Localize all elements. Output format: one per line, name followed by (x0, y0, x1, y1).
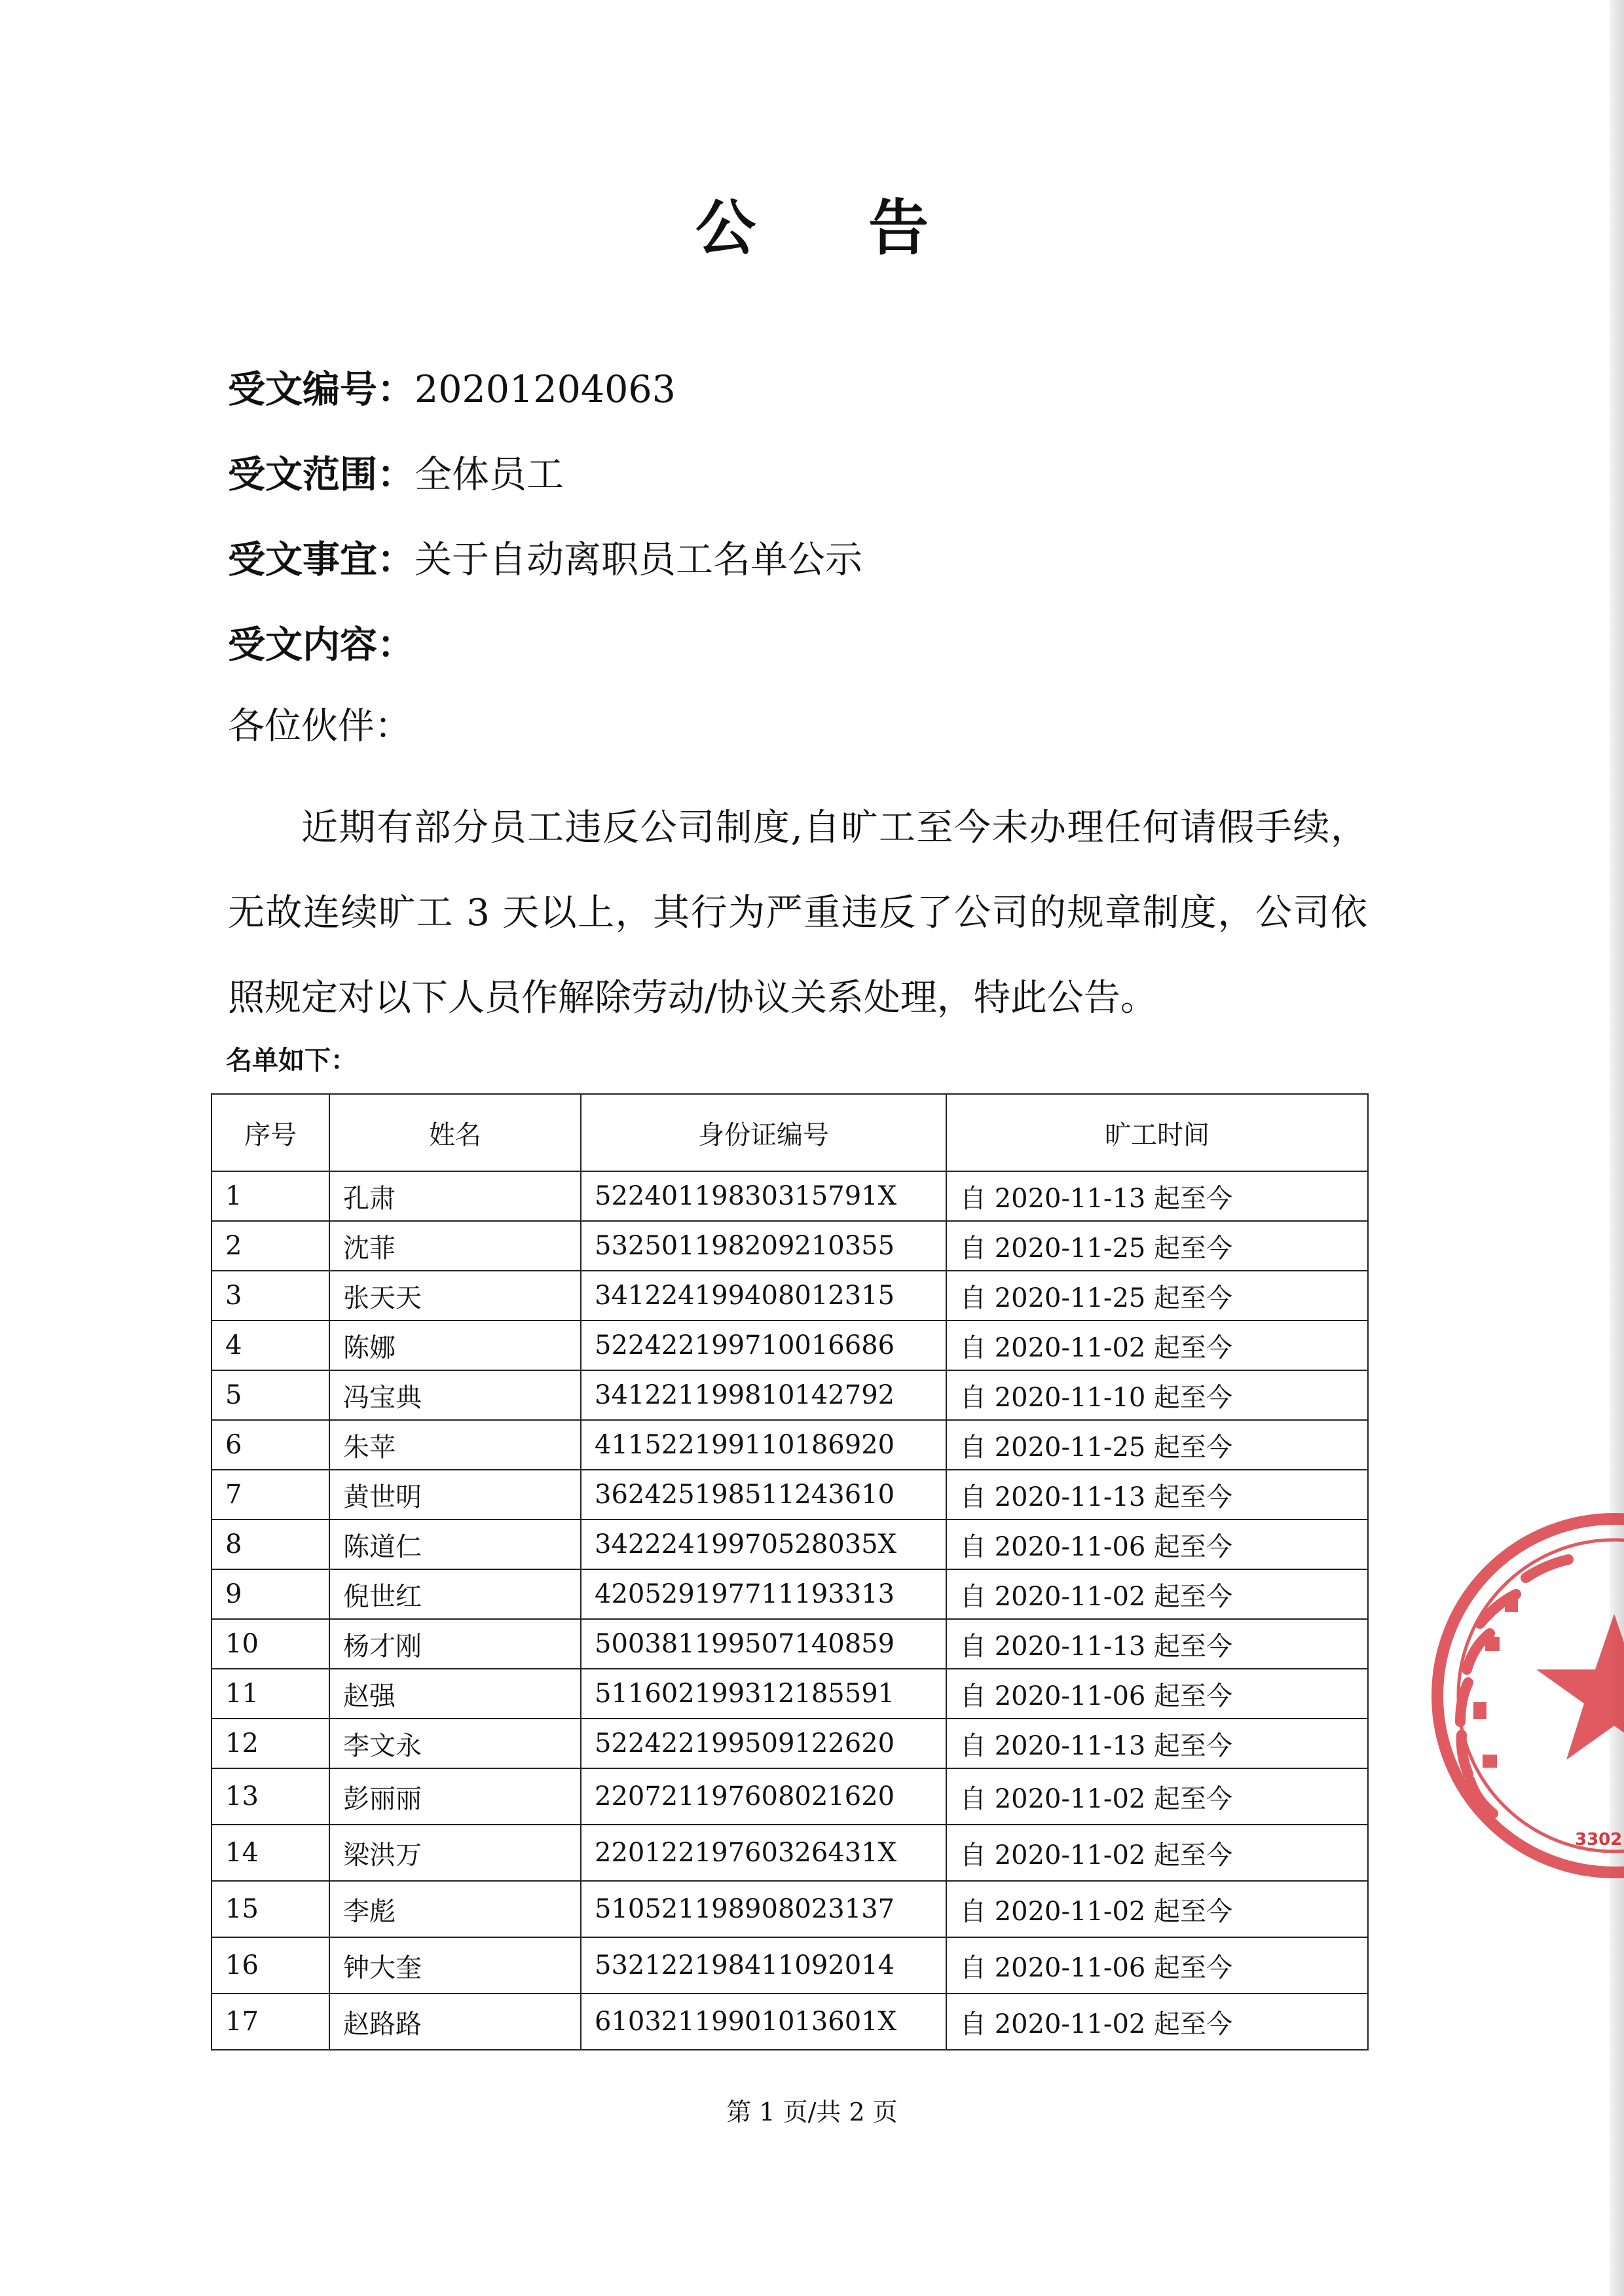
cell-id: 522422199710016686 (581, 1321, 946, 1370)
table-header-row (212, 1094, 1368, 1171)
cell-id: 532501198209210355 (581, 1221, 946, 1271)
doc-number-line (228, 367, 676, 412)
table-row (212, 1669, 1368, 1719)
content-label: 受文内容： (228, 623, 415, 666)
subject-line (228, 537, 862, 583)
cell-no: 7 (212, 1470, 329, 1520)
cell-no: 2 (212, 1221, 329, 1271)
cell-name: 陈娜 (329, 1321, 581, 1370)
cell-period: 自 2020-11-02 起至今 (946, 1881, 1368, 1937)
cell-name: 李彪 (329, 1881, 581, 1937)
table-row (212, 1171, 1368, 1221)
cell-name: 梁洪万 (329, 1825, 581, 1881)
cell-id: 34222419970528035X (581, 1520, 946, 1569)
cell-name: 孔肃 (329, 1171, 581, 1221)
cell-period: 自 2020-11-06 起至今 (946, 1937, 1368, 1994)
company-seal-stamp (1428, 1506, 1624, 1886)
cell-no: 11 (212, 1669, 329, 1719)
notice-body: 近期有部分员工违反公司制度,自旷工至今未办理任何请假手续，无故连续旷工 3 天以上，其行为严重违反了公司的规章制度，公司依照规定对以下人员作解除劳动/协议关系处理，特此公告。 (228, 807, 1367, 1019)
cell-period: 自 2020-11-25 起至今 (946, 1420, 1368, 1470)
cell-name: 沈菲 (329, 1221, 581, 1271)
cell-name: 冯宝典 (329, 1370, 581, 1420)
cell-name: 陈道仁 (329, 1520, 581, 1569)
cell-id: 52240119830315791X (581, 1171, 946, 1221)
cell-no: 12 (212, 1719, 329, 1768)
doc-number-label: 受文编号： (228, 368, 415, 411)
cell-id: 220721197608021620 (581, 1768, 946, 1825)
cell-period: 自 2020-11-06 起至今 (946, 1669, 1368, 1719)
table-row (212, 1994, 1368, 2050)
scope-value: 全体员工 (415, 453, 564, 496)
cell-period: 自 2020-11-06 起至今 (946, 1520, 1368, 1569)
cell-period: 自 2020-11-02 起至今 (946, 1321, 1368, 1370)
cell-no: 1 (212, 1171, 329, 1221)
cell-name: 张天天 (329, 1271, 581, 1321)
table-row (212, 1937, 1368, 1994)
page-number: 第 1 页/共 2 页 (726, 2098, 898, 2126)
cell-no: 6 (212, 1420, 329, 1470)
header-period: 旷工时间 (946, 1094, 1368, 1171)
cell-id: 420529197711193313 (581, 1569, 946, 1619)
table-row (212, 1221, 1368, 1271)
table-row (212, 1619, 1368, 1669)
cell-name: 彭丽丽 (329, 1768, 581, 1825)
cell-no: 9 (212, 1569, 329, 1619)
cell-period: 自 2020-11-25 起至今 (946, 1221, 1368, 1271)
cell-id: 510521198908023137 (581, 1881, 946, 1937)
cell-period: 自 2020-11-13 起至今 (946, 1619, 1368, 1669)
subject-label: 受文事宜： (228, 538, 415, 581)
cell-id: 362425198511243610 (581, 1470, 946, 1520)
greeting: 各位伙伴： (228, 705, 411, 748)
cell-id: 511602199312185591 (581, 1669, 946, 1719)
cell-id: 341224199408012315 (581, 1271, 946, 1321)
cell-id: 61032119901013601X (581, 1994, 946, 2050)
cell-id: 22012219760326431X (581, 1825, 946, 1881)
table-row (212, 1825, 1368, 1881)
cell-name: 倪世红 (329, 1569, 581, 1619)
cell-name: 赵路路 (329, 1994, 581, 2050)
table-row (212, 1420, 1368, 1470)
cell-period: 自 2020-11-13 起至今 (946, 1719, 1368, 1768)
cell-no: 17 (212, 1994, 329, 2050)
cell-no: 16 (212, 1937, 329, 1994)
table-row (212, 1321, 1368, 1370)
cell-no: 15 (212, 1881, 329, 1937)
scope-line (228, 452, 564, 498)
cell-period: 自 2020-11-13 起至今 (946, 1171, 1368, 1221)
header-id: 身份证编号 (581, 1094, 946, 1171)
cell-period: 自 2020-11-02 起至今 (946, 1825, 1368, 1881)
cell-name: 赵强 (329, 1669, 581, 1719)
table-row (212, 1569, 1368, 1619)
cell-period: 自 2020-11-25 起至今 (946, 1271, 1368, 1321)
header-no: 序号 (212, 1094, 329, 1171)
cell-name: 李文永 (329, 1719, 581, 1768)
cell-no: 3 (212, 1271, 329, 1321)
seal-icon (1428, 1506, 1624, 1886)
page-title: 公 告 (695, 192, 975, 263)
table-row (212, 1370, 1368, 1420)
cell-name: 黄世明 (329, 1470, 581, 1520)
scope-label: 受文范围： (228, 453, 415, 496)
table-row (212, 1470, 1368, 1520)
cell-no: 4 (212, 1321, 329, 1370)
cell-id: 500381199507140859 (581, 1619, 946, 1669)
subject-value: 关于自动离职员工名单公示 (415, 538, 862, 581)
cell-no: 13 (212, 1768, 329, 1825)
cell-name: 杨才刚 (329, 1619, 581, 1669)
seal-code-text: 3302 (1575, 1830, 1623, 1850)
header-name: 姓名 (329, 1094, 581, 1171)
table-row (212, 1520, 1368, 1569)
table-row (212, 1768, 1368, 1825)
doc-number-value: 20201204063 (415, 368, 676, 411)
cell-no: 5 (212, 1370, 329, 1420)
cell-period: 自 2020-11-02 起至今 (946, 1569, 1368, 1619)
staff-table (211, 1093, 1369, 2050)
cell-no: 10 (212, 1619, 329, 1669)
cell-no: 8 (212, 1520, 329, 1569)
cell-period: 自 2020-11-13 起至今 (946, 1470, 1368, 1520)
cell-id: 411522199110186920 (581, 1420, 946, 1470)
cell-period: 自 2020-11-10 起至今 (946, 1370, 1368, 1420)
cell-period: 自 2020-11-02 起至今 (946, 1768, 1368, 1825)
cell-id: 522422199509122620 (581, 1719, 946, 1768)
cell-name: 朱苹 (329, 1420, 581, 1470)
page-edge-shadow (1610, 0, 1624, 2296)
cell-no: 14 (212, 1825, 329, 1881)
table-row (212, 1881, 1368, 1937)
cell-id: 341221199810142792 (581, 1370, 946, 1420)
table-row (212, 1271, 1368, 1321)
table-row (212, 1719, 1368, 1768)
cell-name: 钟大奎 (329, 1937, 581, 1994)
cell-id: 532122198411092014 (581, 1937, 946, 1994)
cell-period: 自 2020-11-02 起至今 (946, 1994, 1368, 2050)
content-line (228, 622, 415, 668)
list-heading: 名单如下： (226, 1046, 357, 1076)
